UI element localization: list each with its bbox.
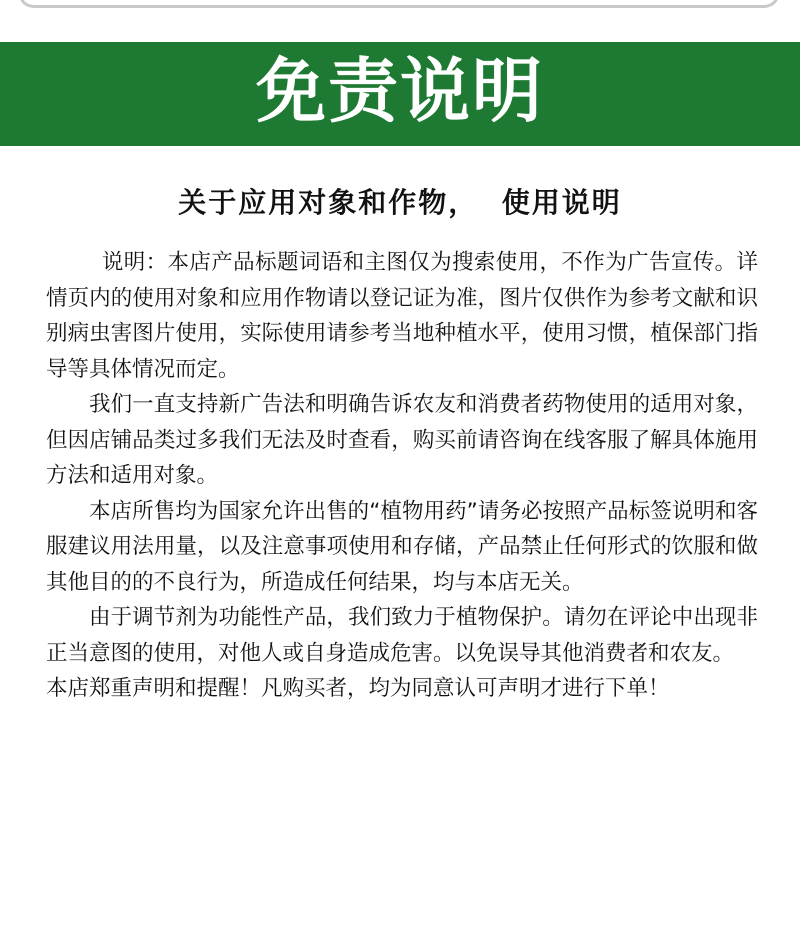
- paragraph-regulator-notice: 由于调节剂为功能性产品，我们致力于植物保护。请勿在评论中出现非正当意图的使用，对他人或自身造成危害。以免误导其他消费者和农友。: [46, 605, 758, 666]
- disclaimer-body: [46, 245, 758, 707]
- top-card-edge: [18, 0, 780, 8]
- page-title: 免责说明: [256, 50, 544, 132]
- paragraph-search-usage: 说明：本店产品标题词语和主图仅为搜索使用，不作为广告宣传。详情页内的使用对象和应用作物请以登记证为准，图片仅供作为参考文献和识别病虫害图片使用，实际使用请参考当地种植水平，使用习惯，植保部门指导等具体情况而定。: [46, 250, 758, 382]
- paragraph-final-statement: 本店郑重声明和提醒！凡购买者，均为同意认可声明才进行下单！: [46, 676, 670, 701]
- paragraph-advertising-law: 我们一直支持新广告法和明确告诉农友和消费者药物使用的适用对象，但因店铺品类过多我们无法及时查看，购买前请咨询在线客服了解具体施用方法和适用对象。: [46, 392, 758, 488]
- disclaimer-banner: [0, 42, 800, 146]
- paragraph-product-usage: 本店所售均为国家允许出售的“植物用药”请务必按照产品标签说明和客服建议用法用量，以及注意事项使用和存储，产品禁止任何形式的饮服和做其他目的的不良行为，所造成任何结果，均与本店无关。: [46, 498, 758, 595]
- section-heading: 关于应用对象和作物， 使用说明: [178, 186, 622, 219]
